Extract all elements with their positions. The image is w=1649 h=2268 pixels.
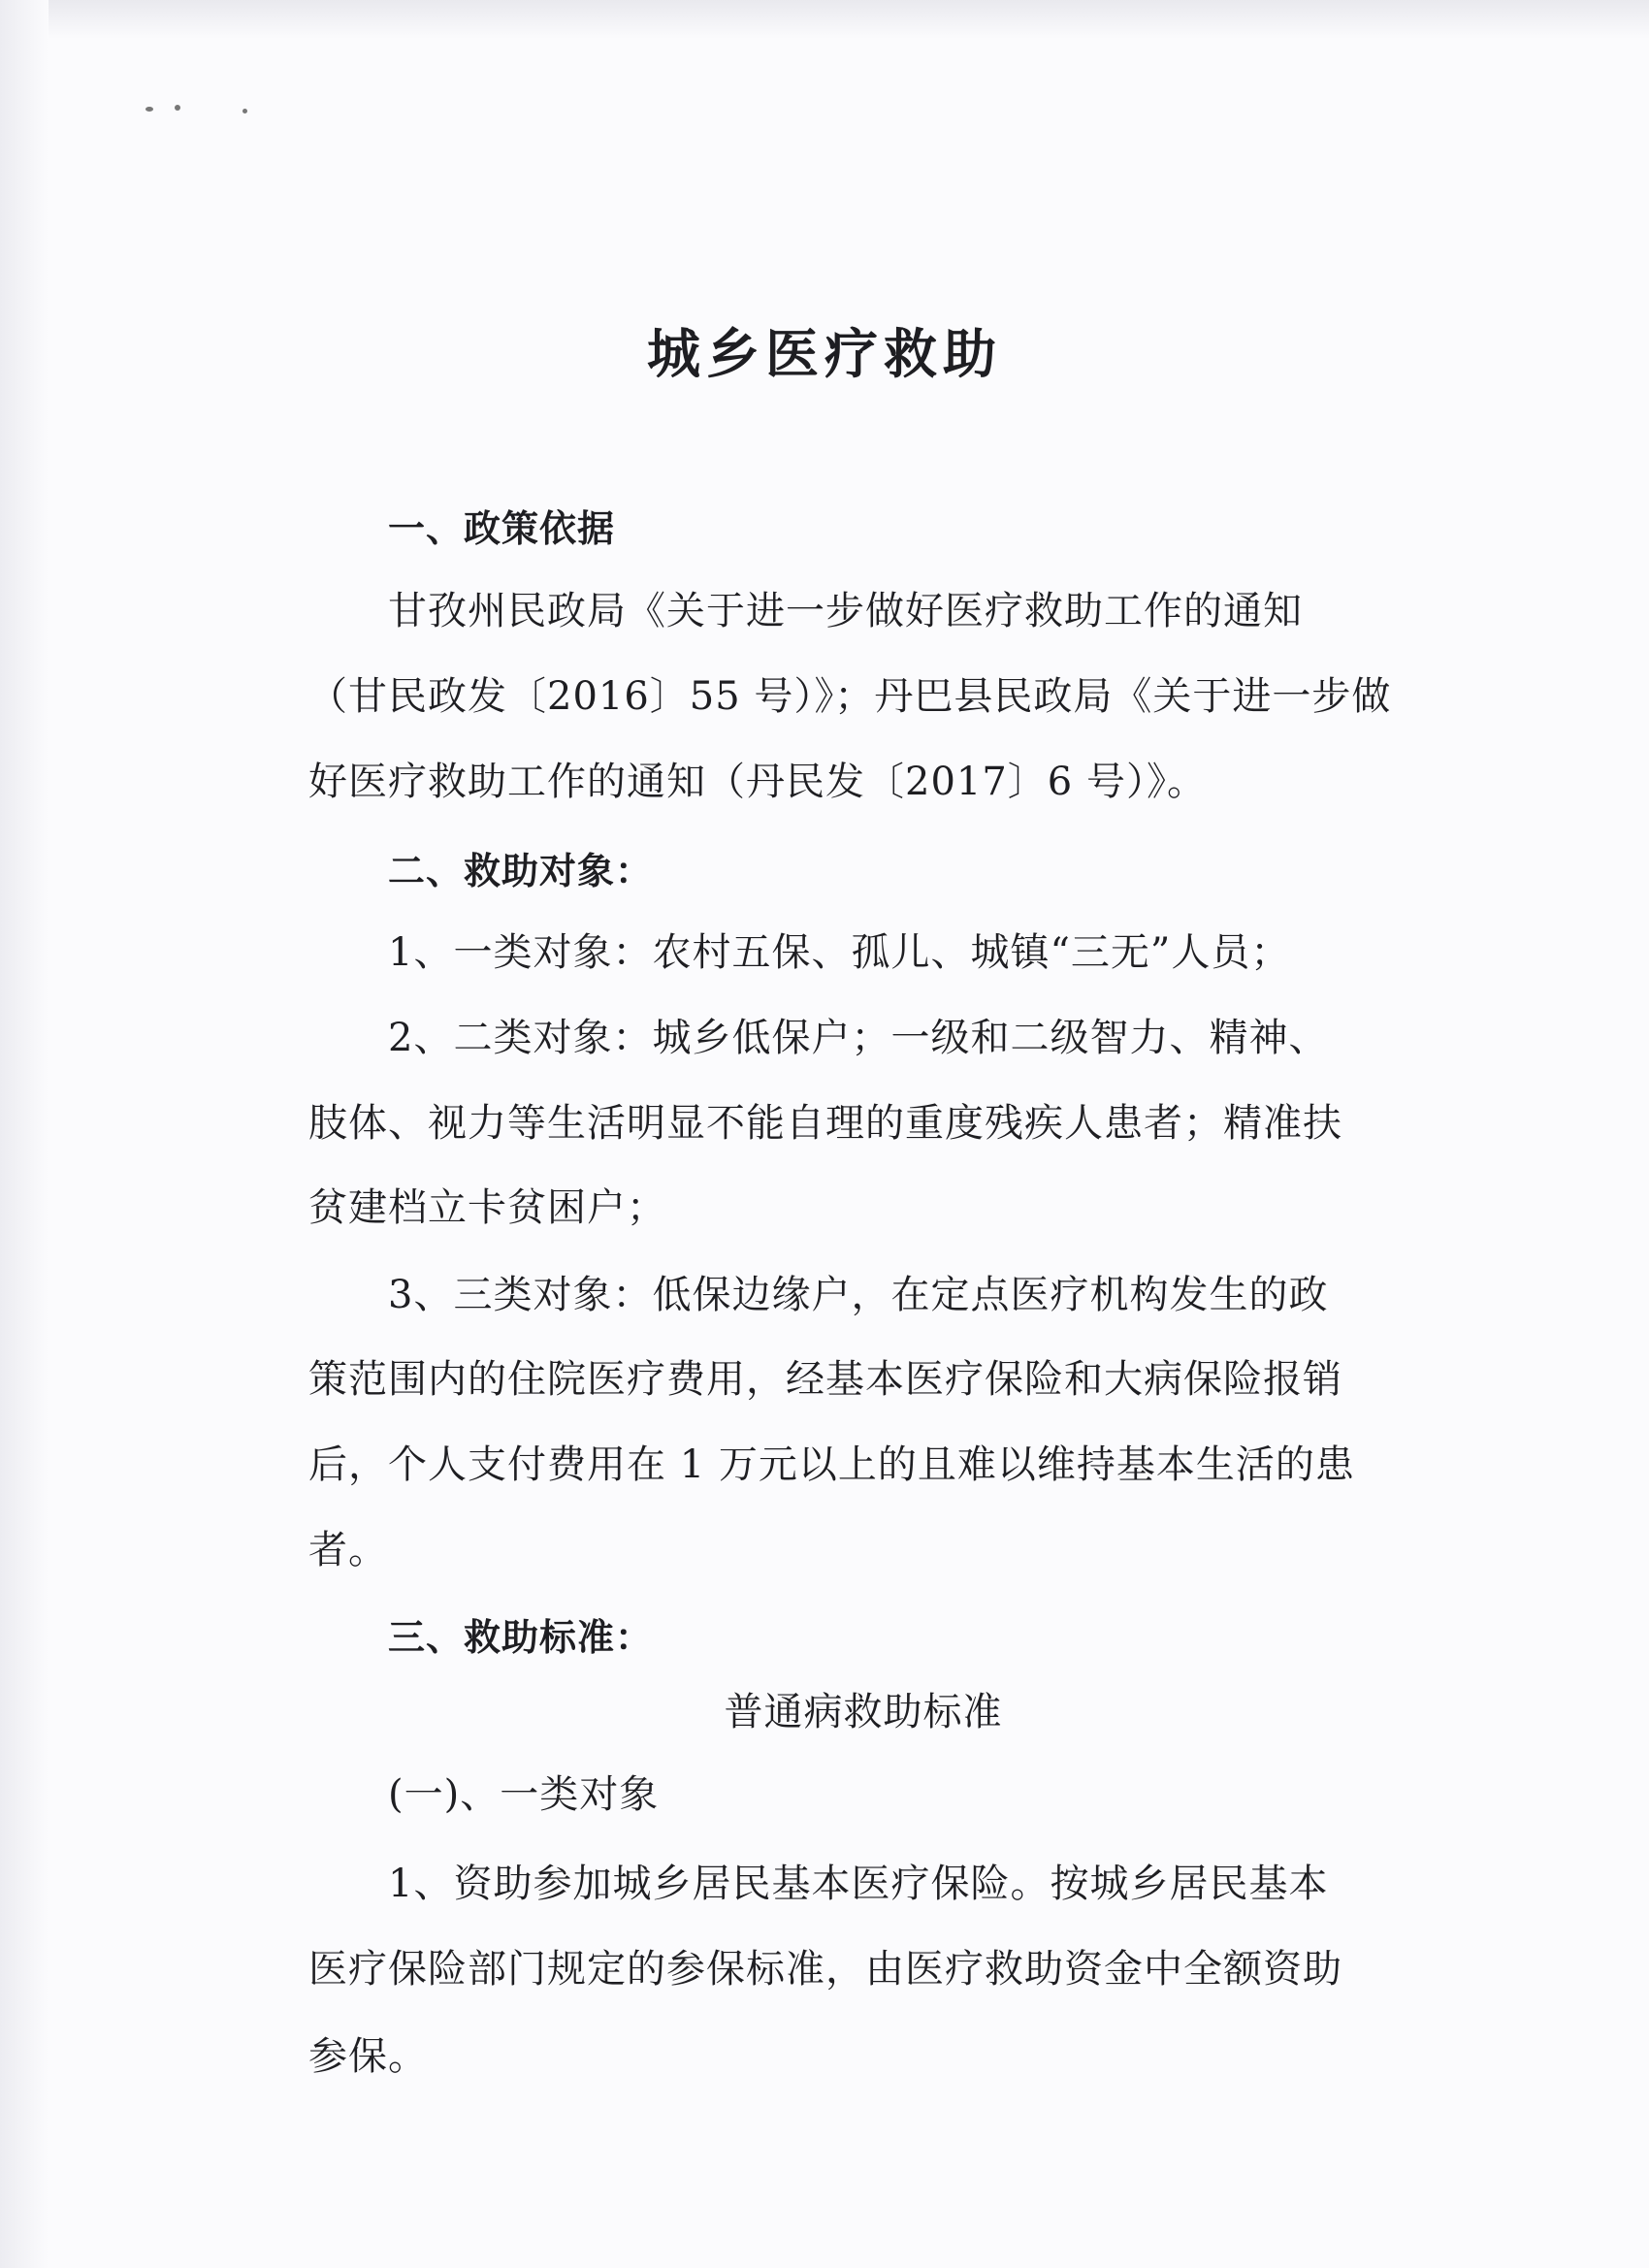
paragraph-line: 1、资助参加城乡居民基本医疗保险。按城乡居民基本: [388, 1862, 1329, 1906]
paragraph-line: 肢体、视力等生活明显不能自理的重度残疾人患者；精准扶: [308, 1101, 1342, 1146]
paragraph-line: 3、三类对象：低保边缘户，在定点医疗机构发生的政: [388, 1273, 1329, 1317]
paragraph-line: 者。: [308, 1528, 388, 1572]
section-heading-standards: 三、救助标准：: [388, 1616, 654, 1659]
section-heading-policy-basis: 一、政策依据: [388, 507, 616, 550]
paragraph-line: （甘民政发〔2016〕55 号）》；丹巴县民政局《关于进一步做: [308, 674, 1392, 719]
document-title: 城乡医疗救助: [646, 323, 1002, 385]
paragraph-line: 2、二类对象：城乡低保户；一级和二级智力、精神、: [388, 1016, 1329, 1060]
paragraph-line: 后，个人支付费用在 1 万元以上的且难以维持基本生活的患: [308, 1442, 1355, 1487]
paragraph-line: 医疗保险部门规定的参保标准，由医疗救助资金中全额资助: [308, 1947, 1342, 1992]
scan-top-edge: [0, 0, 1649, 39]
scan-speck: [146, 107, 153, 112]
section-heading-beneficiaries: 二、救助对象：: [388, 850, 654, 892]
paragraph-line: 1、一类对象：农村五保、孤儿、城镇“三无”人员；: [388, 930, 1291, 975]
subtitle-common-illness-standard: 普通病救助标准: [724, 1690, 1003, 1734]
paragraph-line: 贫建档立卡贫困户；: [308, 1185, 666, 1230]
scan-speck: [242, 109, 247, 113]
paragraph-line: 策范围内的住院医疗费用，经基本医疗保险和大病保险报销: [308, 1357, 1342, 1402]
paragraph-line: 参保。: [308, 2034, 428, 2079]
subheading-category-one: (一)、一类对象: [388, 1772, 660, 1817]
scan-speck: [175, 105, 180, 111]
paragraph-line: 甘孜州民政局《关于进一步做好医疗救助工作的通知: [388, 589, 1303, 633]
paragraph-line: 好医疗救助工作的通知（丹民发〔2017〕6 号）》。: [308, 760, 1207, 804]
